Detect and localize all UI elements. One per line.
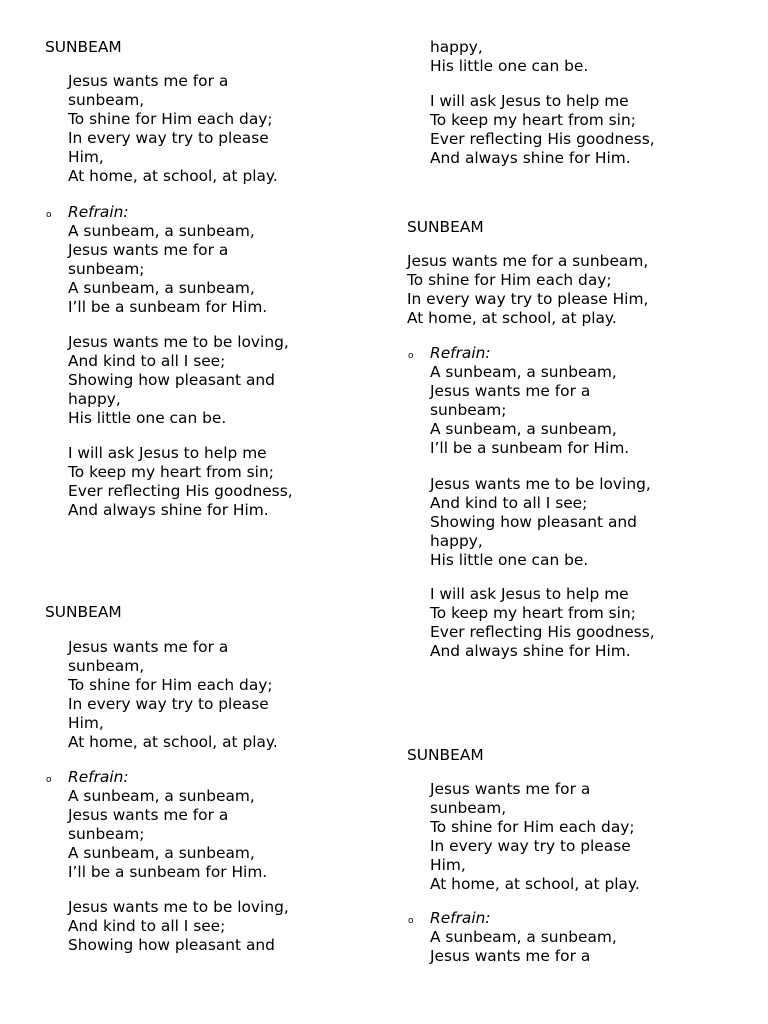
verse-line: Jesus wants me for a bbox=[430, 780, 591, 798]
refrain-line: A sunbeam, a sunbeam, bbox=[430, 928, 617, 947]
verse-2-continued bbox=[430, 38, 588, 76]
verse-3 bbox=[430, 92, 655, 168]
verse-line: sunbeam, bbox=[430, 799, 507, 818]
verse-line: To keep my heart from sin; bbox=[68, 463, 274, 482]
verse-line: I will ask Jesus to help me bbox=[430, 92, 629, 110]
song-title bbox=[45, 603, 122, 622]
song-title-text: SUNBEAM bbox=[45, 38, 122, 56]
verse-line: In every way try to please bbox=[68, 695, 269, 714]
verse-line: To shine for Him each day; bbox=[407, 271, 612, 290]
song-title bbox=[45, 38, 122, 57]
verse-line: Showing how pleasant and bbox=[68, 371, 275, 390]
verse-line: To keep my heart from sin; bbox=[430, 604, 636, 623]
verse-line: In every way try to please Him, bbox=[407, 290, 649, 309]
verse-line: happy, bbox=[430, 38, 483, 56]
refrain bbox=[430, 344, 629, 459]
verse-line: And always shine for Him. bbox=[430, 149, 631, 168]
verse-line: Jesus wants me for a bbox=[68, 72, 229, 90]
refrain-line: A sunbeam, a sunbeam, bbox=[68, 844, 255, 863]
verse-line: happy, bbox=[430, 532, 483, 551]
refrain-line: A sunbeam, a sunbeam, bbox=[68, 787, 255, 806]
verse-line: happy, bbox=[68, 390, 121, 409]
refrain-line: I’ll be a sunbeam for Him. bbox=[68, 863, 268, 882]
verse-line: sunbeam, bbox=[68, 657, 145, 676]
verse-line: Ever reflecting His goodness, bbox=[430, 130, 655, 149]
verse-line: His little one can be. bbox=[68, 409, 227, 428]
verse-line: At home, at school, at play. bbox=[68, 733, 278, 752]
bullet-icon: o bbox=[46, 775, 52, 785]
verse-line: sunbeam, bbox=[68, 91, 145, 110]
refrain-line: Jesus wants me for a bbox=[430, 947, 591, 966]
refrain-label: Refrain: bbox=[430, 909, 491, 927]
verse-line: Him, bbox=[68, 714, 104, 733]
verse-line: At home, at school, at play. bbox=[430, 875, 640, 894]
song-title bbox=[407, 746, 484, 765]
refrain bbox=[68, 768, 267, 883]
verse-line: Jesus wants me for a sunbeam, bbox=[407, 252, 649, 270]
verse-line: And kind to all I see; bbox=[68, 352, 226, 371]
verse-line: To shine for Him each day; bbox=[68, 676, 273, 695]
verse-3 bbox=[430, 585, 655, 661]
verse-line: Him, bbox=[68, 148, 104, 167]
verse-2 bbox=[68, 898, 289, 955]
verse-1 bbox=[430, 780, 640, 895]
verse-line: To keep my heart from sin; bbox=[430, 111, 636, 130]
verse-line: And kind to all I see; bbox=[430, 494, 588, 513]
refrain-line: A sunbeam, a sunbeam, bbox=[68, 279, 255, 298]
verse-line: Showing how pleasant and bbox=[68, 936, 275, 955]
verse-line: In every way try to please bbox=[430, 837, 631, 856]
refrain-line: I’ll be a sunbeam for Him. bbox=[68, 298, 268, 317]
refrain-label: Refrain: bbox=[430, 344, 491, 362]
refrain bbox=[430, 909, 617, 966]
refrain-label: Refrain: bbox=[68, 768, 129, 786]
refrain-line: sunbeam; bbox=[430, 401, 507, 420]
verse-2 bbox=[68, 333, 289, 428]
refrain-line: A sunbeam, a sunbeam, bbox=[430, 363, 617, 382]
bullet-icon: o bbox=[408, 351, 414, 361]
refrain-label: Refrain: bbox=[68, 203, 129, 221]
refrain-line: Jesus wants me for a bbox=[68, 806, 229, 825]
verse-line: Jesus wants me to be loving, bbox=[430, 475, 651, 493]
verse-line: Jesus wants me to be loving, bbox=[68, 333, 289, 351]
bullet-icon: o bbox=[46, 210, 52, 220]
verse-line: His little one can be. bbox=[430, 57, 589, 76]
verse-line: At home, at school, at play. bbox=[68, 167, 278, 186]
verse-1 bbox=[68, 72, 278, 187]
verse-1 bbox=[68, 638, 278, 753]
refrain-line: I’ll be a sunbeam for Him. bbox=[430, 439, 630, 458]
refrain bbox=[68, 203, 267, 318]
verse-line: At home, at school, at play. bbox=[407, 309, 617, 328]
verse-line: Showing how pleasant and bbox=[430, 513, 637, 532]
song-title-text: SUNBEAM bbox=[407, 218, 484, 236]
verse-line: His little one can be. bbox=[430, 551, 589, 570]
verse-line: Jesus wants me to be loving, bbox=[68, 898, 289, 916]
verse-line: In every way try to please bbox=[68, 129, 269, 148]
verse-3 bbox=[68, 444, 293, 520]
verse-line: Ever reflecting His goodness, bbox=[430, 623, 655, 642]
verse-1 bbox=[407, 252, 648, 328]
refrain-line: sunbeam; bbox=[68, 825, 145, 844]
refrain-line: sunbeam; bbox=[68, 260, 145, 279]
bullet-icon: o bbox=[408, 916, 414, 926]
verse-line: And always shine for Him. bbox=[68, 501, 269, 520]
verse-line: And always shine for Him. bbox=[430, 642, 631, 661]
verse-line: And kind to all I see; bbox=[68, 917, 226, 936]
verse-line: Him, bbox=[430, 856, 466, 875]
verse-line: Jesus wants me for a bbox=[68, 638, 229, 656]
song-title-text: SUNBEAM bbox=[45, 603, 122, 621]
song-title-text: SUNBEAM bbox=[407, 746, 484, 764]
refrain-line: Jesus wants me for a bbox=[430, 382, 591, 401]
verse-line: I will ask Jesus to help me bbox=[430, 585, 629, 603]
refrain-line: A sunbeam, a sunbeam, bbox=[68, 222, 255, 241]
verse-line: To shine for Him each day; bbox=[68, 110, 273, 129]
verse-line: I will ask Jesus to help me bbox=[68, 444, 267, 462]
refrain-line: Jesus wants me for a bbox=[68, 241, 229, 260]
verse-line: Ever reflecting His goodness, bbox=[68, 482, 293, 501]
verse-line: To shine for Him each day; bbox=[430, 818, 635, 837]
song-title bbox=[407, 218, 484, 237]
verse-2 bbox=[430, 475, 651, 570]
refrain-line: A sunbeam, a sunbeam, bbox=[430, 420, 617, 439]
